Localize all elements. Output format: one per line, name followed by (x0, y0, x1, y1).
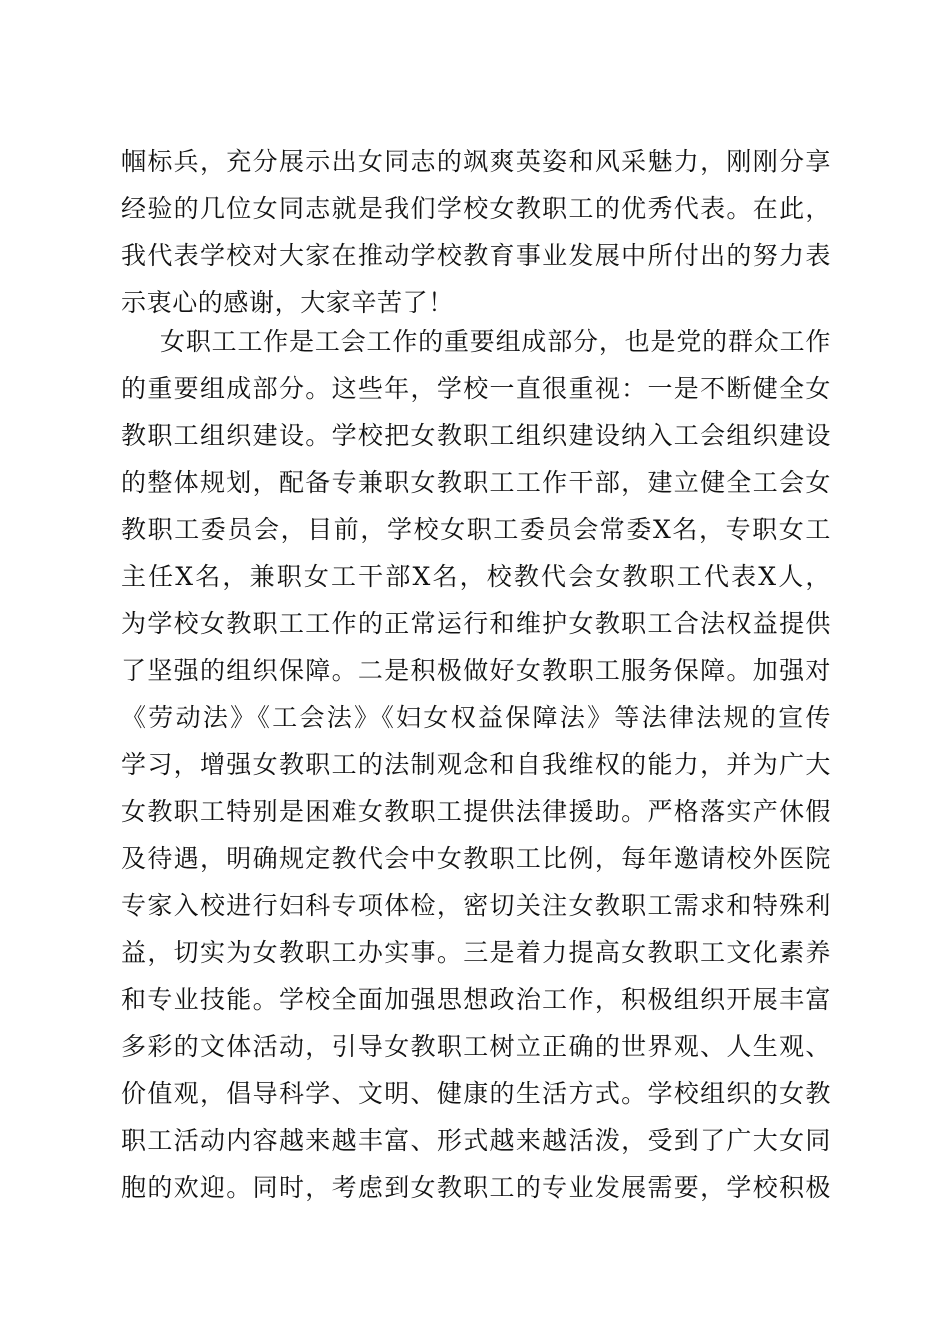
text-line: 的整体规划，配备专兼职女教职工工作干部，建立健全工会女 (121, 468, 831, 497)
text-line: 女教职工特别是困难女教职工提供法律援助。严格落实产休假 (121, 797, 831, 826)
text-line: 教职工委员会，目前，学校女职工委员会常委X名，专职女工 (121, 515, 831, 544)
text-line: 及待遇，明确规定教代会中女教职工比例，每年邀请校外医院 (121, 844, 831, 873)
text-line: 多彩的文体活动，引导女教职工树立正确的世界观、人生观、 (121, 1032, 831, 1061)
text-line: 教职工组织建设。学校把女教职工组织建设纳入工会组织建设 (121, 421, 831, 450)
text-line: 经验的几位女同志就是我们学校女教职工的优秀代表。在此， (121, 194, 831, 223)
text-line: 价值观，倡导科学、文明、健康的生活方式。学校组织的女教 (121, 1079, 831, 1108)
text-line: 益，切实为女教职工办实事。三是着力提高女教职工文化素养 (121, 938, 831, 967)
text-line: 了坚强的组织保障。二是积极做好女教职工服务保障。加强对 (121, 656, 831, 685)
text-line: 学习，增强女教职工的法制观念和自我维权的能力，并为广大 (121, 750, 831, 779)
text-line: 《劳动法》《工会法》《妇女权益保障法》等法律法规的宣传 (121, 703, 831, 732)
text-line: 帼标兵，充分展示出女同志的飒爽英姿和风采魅力，刚刚分享 (121, 147, 831, 176)
text-line: 我代表学校对大家在推动学校教育事业发展中所付出的努力表 (121, 241, 831, 270)
text-line: 胞的欢迎。同时，考虑到女教职工的专业发展需要，学校积极 (121, 1173, 831, 1202)
text-line: 职工活动内容越来越丰富、形式越来越活泼，受到了广大女同 (121, 1126, 831, 1155)
text-line: 和专业技能。学校全面加强思想政治工作，积极组织开展丰富 (121, 985, 831, 1014)
text-line: 专家入校进行妇科专项体检，密切关注女教职工需求和特殊利 (121, 891, 831, 920)
text-line: 主任X名，兼职女工干部X名，校教代会女教职工代表X人， (121, 562, 831, 591)
text-line: 为学校女教职工工作的正常运行和维护女教职工合法权益提供 (121, 609, 831, 638)
text-line: 的重要组成部分。这些年，学校一直很重视：一是不断健全女 (121, 374, 831, 403)
paragraph-first-line: 女职工工作是工会工作的重要组成部分，也是党的群众工作 (160, 327, 831, 356)
text-line: 示衷心的感谢，大家辛苦了！ (121, 288, 454, 317)
